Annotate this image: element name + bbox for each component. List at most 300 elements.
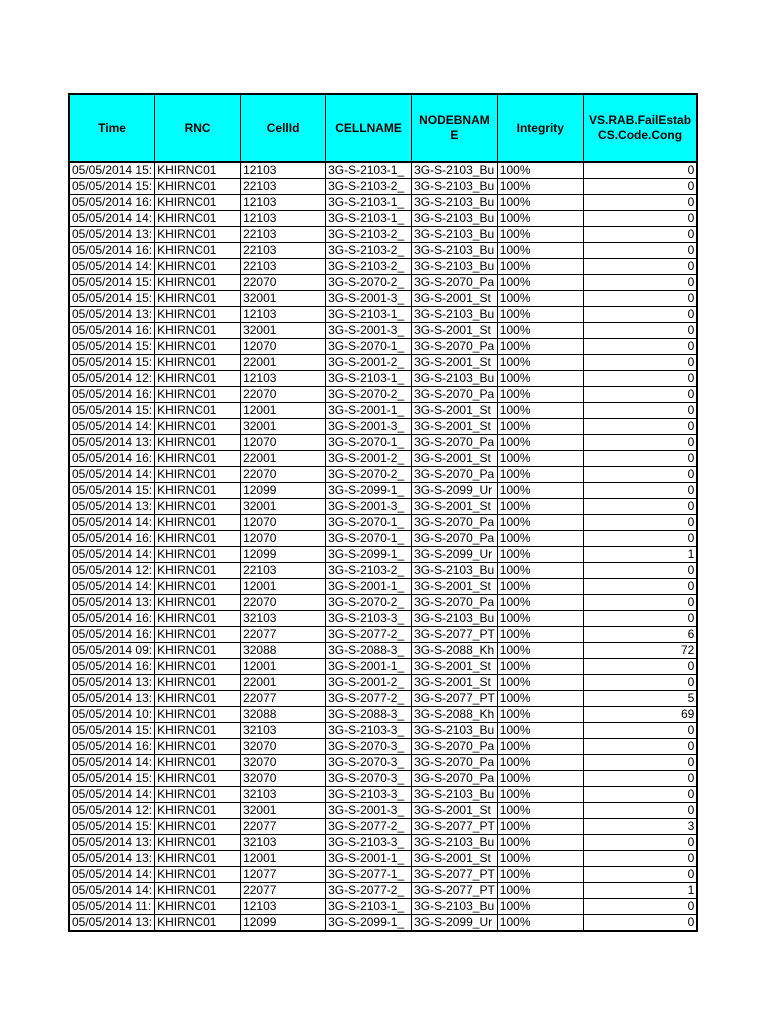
cell-cellid: 12103 (241, 307, 326, 323)
cell-integrity: 100% (497, 659, 583, 675)
table-row (69, 339, 697, 355)
cell-rab-fail-count: 0 (583, 531, 697, 547)
cell-cellname: 3G-S-2070-2_ (326, 275, 412, 291)
table-row (69, 403, 697, 419)
cell-nodebname: 3G-S-2103_Bu (412, 243, 498, 259)
cell-cellid: 12099 (241, 547, 326, 563)
cell-time: 05/05/2014 14: (69, 579, 155, 595)
cell-rab-fail-count: 0 (583, 659, 697, 675)
cell-cellid: 22070 (241, 275, 326, 291)
cell-cellid: 12103 (241, 899, 326, 915)
cell-time: 05/05/2014 13: (69, 227, 155, 243)
cell-cellname: 3G-S-2077-1_ (326, 867, 412, 883)
cell-rnc: KHIRNC01 (155, 179, 241, 195)
cell-cellname: 3G-S-2070-2_ (326, 387, 412, 403)
cell-rab-fail-count: 72 (583, 643, 697, 659)
table-row (69, 211, 697, 227)
cell-time: 05/05/2014 16: (69, 243, 155, 259)
cell-cellid: 12070 (241, 515, 326, 531)
cell-nodebname: 3G-S-2070_Pa (412, 595, 498, 611)
cell-rab-fail-count: 0 (583, 739, 697, 755)
cell-time: 05/05/2014 10: (69, 707, 155, 723)
cell-cellid: 32103 (241, 787, 326, 803)
cell-integrity: 100% (497, 611, 583, 627)
cell-rnc: KHIRNC01 (155, 723, 241, 739)
cell-cellname: 3G-S-2001-2_ (326, 451, 412, 467)
cell-nodebname: 3G-S-2099_Ur (412, 915, 498, 932)
cell-integrity: 100% (497, 579, 583, 595)
table-row (69, 179, 697, 195)
cell-cellname: 3G-S-2001-1_ (326, 403, 412, 419)
cell-cellid: 22103 (241, 243, 326, 259)
cell-time: 05/05/2014 12: (69, 563, 155, 579)
cell-cellid: 22001 (241, 675, 326, 691)
cell-cellid: 32070 (241, 755, 326, 771)
cell-rab-fail-count: 0 (583, 563, 697, 579)
cell-integrity: 100% (497, 162, 583, 179)
cell-cellid: 22070 (241, 595, 326, 611)
cell-nodebname: 3G-S-2088_Kh (412, 707, 498, 723)
cell-time: 05/05/2014 13: (69, 675, 155, 691)
cell-time: 05/05/2014 16: (69, 611, 155, 627)
table-row (69, 819, 697, 835)
cell-rab-fail-count: 0 (583, 291, 697, 307)
cell-nodebname: 3G-S-2070_Pa (412, 387, 498, 403)
table-row (69, 787, 697, 803)
table-row (69, 915, 697, 932)
cell-rnc: KHIRNC01 (155, 595, 241, 611)
cell-time: 05/05/2014 15: (69, 403, 155, 419)
table-row (69, 675, 697, 691)
cell-cellid: 12099 (241, 483, 326, 499)
cell-cellname: 3G-S-2103-3_ (326, 835, 412, 851)
table-row (69, 227, 697, 243)
cell-time: 05/05/2014 14: (69, 787, 155, 803)
cell-cellname: 3G-S-2001-2_ (326, 355, 412, 371)
cell-rnc: KHIRNC01 (155, 691, 241, 707)
table-row (69, 483, 697, 499)
cell-rab-fail-count: 0 (583, 483, 697, 499)
cell-rnc: KHIRNC01 (155, 883, 241, 899)
cell-integrity: 100% (497, 771, 583, 787)
table-row (69, 547, 697, 563)
cell-cellname: 3G-S-2001-3_ (326, 323, 412, 339)
cell-cellname: 3G-S-2103-2_ (326, 563, 412, 579)
cell-time: 05/05/2014 12: (69, 371, 155, 387)
cell-cellname: 3G-S-2103-2_ (326, 259, 412, 275)
cell-rnc: KHIRNC01 (155, 211, 241, 227)
table-row (69, 275, 697, 291)
cell-time: 05/05/2014 13: (69, 595, 155, 611)
cell-integrity: 100% (497, 851, 583, 867)
table-row (69, 259, 697, 275)
cell-nodebname: 3G-S-2077_PT (412, 867, 498, 883)
cell-time: 05/05/2014 11: (69, 899, 155, 915)
cell-rab-fail-count: 0 (583, 307, 697, 323)
cell-time: 05/05/2014 14: (69, 755, 155, 771)
cell-rab-fail-count: 0 (583, 755, 697, 771)
cell-rab-fail-count: 0 (583, 419, 697, 435)
cell-rab-fail-count: 3 (583, 819, 697, 835)
cell-nodebname: 3G-S-2077_PT (412, 691, 498, 707)
cell-rab-fail-count: 0 (583, 835, 697, 851)
cell-rnc: KHIRNC01 (155, 419, 241, 435)
cell-nodebname: 3G-S-2001_St (412, 803, 498, 819)
cell-rab-fail-count: 0 (583, 403, 697, 419)
cell-cellname: 3G-S-2077-2_ (326, 883, 412, 899)
cell-cellid: 12070 (241, 531, 326, 547)
cell-rnc: KHIRNC01 (155, 675, 241, 691)
cell-rab-fail-count: 6 (583, 627, 697, 643)
cell-cellid: 12070 (241, 435, 326, 451)
column-header-time: Time (69, 94, 155, 162)
cell-cellname: 3G-S-2070-1_ (326, 531, 412, 547)
cell-cellid: 22077 (241, 883, 326, 899)
cell-rnc: KHIRNC01 (155, 243, 241, 259)
cell-nodebname: 3G-S-2099_Ur (412, 483, 498, 499)
cell-rnc: KHIRNC01 (155, 739, 241, 755)
cell-cellname: 3G-S-2001-2_ (326, 675, 412, 691)
cell-rnc: KHIRNC01 (155, 547, 241, 563)
cell-rnc: KHIRNC01 (155, 162, 241, 179)
cell-cellname: 3G-S-2001-1_ (326, 659, 412, 675)
table-row (69, 579, 697, 595)
cell-cellid: 22001 (241, 451, 326, 467)
cell-rnc: KHIRNC01 (155, 755, 241, 771)
cell-cellname: 3G-S-2001-3_ (326, 291, 412, 307)
table-row (69, 243, 697, 259)
table-row (69, 659, 697, 675)
cell-rnc: KHIRNC01 (155, 403, 241, 419)
cell-time: 05/05/2014 16: (69, 323, 155, 339)
cell-rnc: KHIRNC01 (155, 643, 241, 659)
cell-nodebname: 3G-S-2103_Bu (412, 179, 498, 195)
cell-rab-fail-count: 1 (583, 547, 697, 563)
table-row (69, 387, 697, 403)
cell-rab-fail-count: 1 (583, 883, 697, 899)
cell-rab-fail-count: 0 (583, 467, 697, 483)
cell-rnc: KHIRNC01 (155, 323, 241, 339)
cell-time: 05/05/2014 16: (69, 739, 155, 755)
cell-cellname: 3G-S-2070-2_ (326, 595, 412, 611)
cell-cellid: 32001 (241, 323, 326, 339)
cell-time: 05/05/2014 14: (69, 259, 155, 275)
cell-integrity: 100% (497, 355, 583, 371)
cell-time: 05/05/2014 13: (69, 307, 155, 323)
cell-rnc: KHIRNC01 (155, 227, 241, 243)
cell-rnc: KHIRNC01 (155, 451, 241, 467)
cell-time: 05/05/2014 13: (69, 499, 155, 515)
cell-nodebname: 3G-S-2103_Bu (412, 195, 498, 211)
cell-time: 05/05/2014 13: (69, 915, 155, 932)
cell-rab-fail-count: 0 (583, 339, 697, 355)
cell-rab-fail-count: 0 (583, 323, 697, 339)
cell-cellname: 3G-S-2070-3_ (326, 755, 412, 771)
cell-rnc: KHIRNC01 (155, 707, 241, 723)
cell-cellid: 32001 (241, 419, 326, 435)
cell-rnc: KHIRNC01 (155, 627, 241, 643)
cell-nodebname: 3G-S-2103_Bu (412, 611, 498, 627)
cell-cellid: 12103 (241, 195, 326, 211)
cell-integrity: 100% (497, 435, 583, 451)
cell-cellname: 3G-S-2001-3_ (326, 499, 412, 515)
cell-nodebname: 3G-S-2103_Bu (412, 307, 498, 323)
cell-rab-fail-count: 0 (583, 595, 697, 611)
cell-integrity: 100% (497, 899, 583, 915)
cell-integrity: 100% (497, 467, 583, 483)
cell-rnc: KHIRNC01 (155, 355, 241, 371)
cell-cellid: 12099 (241, 915, 326, 932)
cell-integrity: 100% (497, 275, 583, 291)
table-row (69, 195, 697, 211)
table-row (69, 323, 697, 339)
column-header-rnc: RNC (155, 94, 241, 162)
cell-rnc: KHIRNC01 (155, 371, 241, 387)
cell-cellid: 22103 (241, 259, 326, 275)
cell-time: 05/05/2014 13: (69, 691, 155, 707)
cell-cellid: 12103 (241, 211, 326, 227)
cell-integrity: 100% (497, 515, 583, 531)
cell-rab-fail-count: 0 (583, 162, 697, 179)
table-row (69, 771, 697, 787)
cell-integrity: 100% (497, 867, 583, 883)
cell-integrity: 100% (497, 211, 583, 227)
cell-integrity: 100% (497, 739, 583, 755)
cell-nodebname: 3G-S-2103_Bu (412, 227, 498, 243)
cell-cellname: 3G-S-2070-1_ (326, 515, 412, 531)
cell-rnc: KHIRNC01 (155, 771, 241, 787)
cell-rab-fail-count: 5 (583, 691, 697, 707)
cell-time: 05/05/2014 14: (69, 515, 155, 531)
cell-cellid: 22103 (241, 179, 326, 195)
cell-cellid: 32103 (241, 723, 326, 739)
cell-time: 05/05/2014 15: (69, 771, 155, 787)
cell-rab-fail-count: 69 (583, 707, 697, 723)
cell-rab-fail-count: 0 (583, 515, 697, 531)
cell-time: 05/05/2014 15: (69, 819, 155, 835)
table-row (69, 435, 697, 451)
table-row (69, 627, 697, 643)
cell-nodebname: 3G-S-2001_St (412, 323, 498, 339)
cell-integrity: 100% (497, 675, 583, 691)
cell-cellid: 32001 (241, 291, 326, 307)
cell-cellid: 32070 (241, 771, 326, 787)
cell-rnc: KHIRNC01 (155, 659, 241, 675)
cell-nodebname: 3G-S-2070_Pa (412, 275, 498, 291)
cell-integrity: 100% (497, 883, 583, 899)
column-header-rab-fail-estab-cs-code-cong: VS.RAB.FailEstabCS.Code.Cong (583, 94, 697, 162)
cell-rnc: KHIRNC01 (155, 915, 241, 932)
cell-cellname: 3G-S-2103-3_ (326, 787, 412, 803)
cell-rab-fail-count: 0 (583, 675, 697, 691)
cell-time: 05/05/2014 13: (69, 835, 155, 851)
cell-rab-fail-count: 0 (583, 259, 697, 275)
cell-nodebname: 3G-S-2001_St (412, 659, 498, 675)
cell-time: 05/05/2014 16: (69, 195, 155, 211)
table-row (69, 499, 697, 515)
cell-time: 05/05/2014 15: (69, 162, 155, 179)
cell-cellname: 3G-S-2088-3_ (326, 643, 412, 659)
cell-nodebname: 3G-S-2070_Pa (412, 467, 498, 483)
cell-integrity: 100% (497, 803, 583, 819)
cell-cellname: 3G-S-2070-2_ (326, 467, 412, 483)
cell-rnc: KHIRNC01 (155, 195, 241, 211)
cell-cellid: 32001 (241, 803, 326, 819)
cell-rab-fail-count: 0 (583, 435, 697, 451)
cell-nodebname: 3G-S-2001_St (412, 499, 498, 515)
cell-time: 05/05/2014 13: (69, 435, 155, 451)
cell-cellname: 3G-S-2103-2_ (326, 179, 412, 195)
cell-rnc: KHIRNC01 (155, 531, 241, 547)
cell-integrity: 100% (497, 499, 583, 515)
cell-cellid: 32001 (241, 499, 326, 515)
cell-integrity: 100% (497, 371, 583, 387)
cell-integrity: 100% (497, 483, 583, 499)
cell-time: 05/05/2014 15: (69, 339, 155, 355)
cell-rnc: KHIRNC01 (155, 819, 241, 835)
cell-time: 05/05/2014 14: (69, 419, 155, 435)
cell-cellname: 3G-S-2001-3_ (326, 419, 412, 435)
cell-integrity: 100% (497, 787, 583, 803)
cell-integrity: 100% (497, 531, 583, 547)
cell-rab-fail-count: 0 (583, 355, 697, 371)
cell-time: 05/05/2014 09: (69, 643, 155, 659)
cell-nodebname: 3G-S-2070_Pa (412, 435, 498, 451)
cell-nodebname: 3G-S-2103_Bu (412, 723, 498, 739)
cell-cellid: 22103 (241, 563, 326, 579)
table-row (69, 755, 697, 771)
cell-rab-fail-count: 0 (583, 195, 697, 211)
cell-nodebname: 3G-S-2077_PT (412, 819, 498, 835)
cell-integrity: 100% (497, 563, 583, 579)
cell-cellname: 3G-S-2103-1_ (326, 899, 412, 915)
cell-integrity: 100% (497, 243, 583, 259)
cell-rnc: KHIRNC01 (155, 563, 241, 579)
cell-cellname: 3G-S-2099-1_ (326, 547, 412, 563)
table-row (69, 467, 697, 483)
cell-cellname: 3G-S-2077-2_ (326, 627, 412, 643)
cell-integrity: 100% (497, 595, 583, 611)
cell-cellid: 12001 (241, 403, 326, 419)
cell-integrity: 100% (497, 451, 583, 467)
column-header-cellname: CELLNAME (326, 94, 412, 162)
cell-time: 05/05/2014 14: (69, 867, 155, 883)
cell-integrity: 100% (497, 723, 583, 739)
cell-rnc: KHIRNC01 (155, 867, 241, 883)
cell-cellid: 22001 (241, 355, 326, 371)
cell-cellid: 32103 (241, 611, 326, 627)
cell-nodebname: 3G-S-2099_Ur (412, 547, 498, 563)
table-row (69, 611, 697, 627)
cell-rab-fail-count: 0 (583, 451, 697, 467)
table-row (69, 162, 697, 179)
cell-integrity: 100% (497, 307, 583, 323)
cell-nodebname: 3G-S-2070_Pa (412, 755, 498, 771)
data-table (68, 93, 698, 932)
cell-rnc: KHIRNC01 (155, 515, 241, 531)
cell-time: 05/05/2014 14: (69, 211, 155, 227)
cell-integrity: 100% (497, 819, 583, 835)
table-row (69, 355, 697, 371)
table-row (69, 563, 697, 579)
cell-rab-fail-count: 0 (583, 227, 697, 243)
cell-cellname: 3G-S-2103-1_ (326, 371, 412, 387)
cell-rab-fail-count: 0 (583, 787, 697, 803)
cell-cellname: 3G-S-2088-3_ (326, 707, 412, 723)
cell-cellname: 3G-S-2070-3_ (326, 771, 412, 787)
table-row (69, 803, 697, 819)
cell-time: 05/05/2014 15: (69, 355, 155, 371)
cell-rab-fail-count: 0 (583, 179, 697, 195)
table-row (69, 643, 697, 659)
cell-cellid: 22070 (241, 387, 326, 403)
cell-rnc: KHIRNC01 (155, 787, 241, 803)
cell-rab-fail-count: 0 (583, 211, 697, 227)
cell-integrity: 100% (497, 835, 583, 851)
cell-cellname: 3G-S-2070-1_ (326, 339, 412, 355)
cell-cellname: 3G-S-2070-1_ (326, 435, 412, 451)
cell-time: 05/05/2014 15: (69, 723, 155, 739)
cell-cellname: 3G-S-2103-1_ (326, 211, 412, 227)
cell-cellid: 32088 (241, 643, 326, 659)
cell-time: 05/05/2014 13: (69, 851, 155, 867)
cell-cellname: 3G-S-2001-1_ (326, 579, 412, 595)
cell-nodebname: 3G-S-2001_St (412, 675, 498, 691)
cell-nodebname: 3G-S-2001_St (412, 403, 498, 419)
table-row (69, 707, 697, 723)
cell-rab-fail-count: 0 (583, 611, 697, 627)
cell-cellid: 12001 (241, 579, 326, 595)
cell-nodebname: 3G-S-2001_St (412, 419, 498, 435)
table-row (69, 531, 697, 547)
cell-rnc: KHIRNC01 (155, 307, 241, 323)
cell-rnc: KHIRNC01 (155, 291, 241, 307)
cell-nodebname: 3G-S-2001_St (412, 355, 498, 371)
cell-cellid: 32088 (241, 707, 326, 723)
cell-nodebname: 3G-S-2103_Bu (412, 563, 498, 579)
cell-nodebname: 3G-S-2077_PT (412, 883, 498, 899)
cell-rab-fail-count: 0 (583, 723, 697, 739)
cell-integrity: 100% (497, 691, 583, 707)
cell-rnc: KHIRNC01 (155, 499, 241, 515)
cell-cellid: 22070 (241, 467, 326, 483)
cell-cellname: 3G-S-2103-2_ (326, 243, 412, 259)
cell-cellid: 12070 (241, 339, 326, 355)
cell-rnc: KHIRNC01 (155, 339, 241, 355)
cell-integrity: 100% (497, 339, 583, 355)
cell-rnc: KHIRNC01 (155, 259, 241, 275)
cell-cellname: 3G-S-2099-1_ (326, 483, 412, 499)
cell-nodebname: 3G-S-2001_St (412, 851, 498, 867)
cell-integrity: 100% (497, 755, 583, 771)
cell-cellname: 3G-S-2001-1_ (326, 851, 412, 867)
cell-rab-fail-count: 0 (583, 803, 697, 819)
table-row (69, 835, 697, 851)
cell-cellname: 3G-S-2103-2_ (326, 227, 412, 243)
table-row (69, 595, 697, 611)
cell-rnc: KHIRNC01 (155, 851, 241, 867)
cell-cellname: 3G-S-2077-2_ (326, 819, 412, 835)
cell-rab-fail-count: 0 (583, 915, 697, 932)
cell-integrity: 100% (497, 195, 583, 211)
cell-cellname: 3G-S-2103-3_ (326, 611, 412, 627)
cell-integrity: 100% (497, 643, 583, 659)
cell-nodebname: 3G-S-2103_Bu (412, 835, 498, 851)
cell-rab-fail-count: 0 (583, 867, 697, 883)
cell-nodebname: 3G-S-2088_Kh (412, 643, 498, 659)
cell-time: 05/05/2014 16: (69, 387, 155, 403)
cell-cellname: 3G-S-2103-3_ (326, 723, 412, 739)
